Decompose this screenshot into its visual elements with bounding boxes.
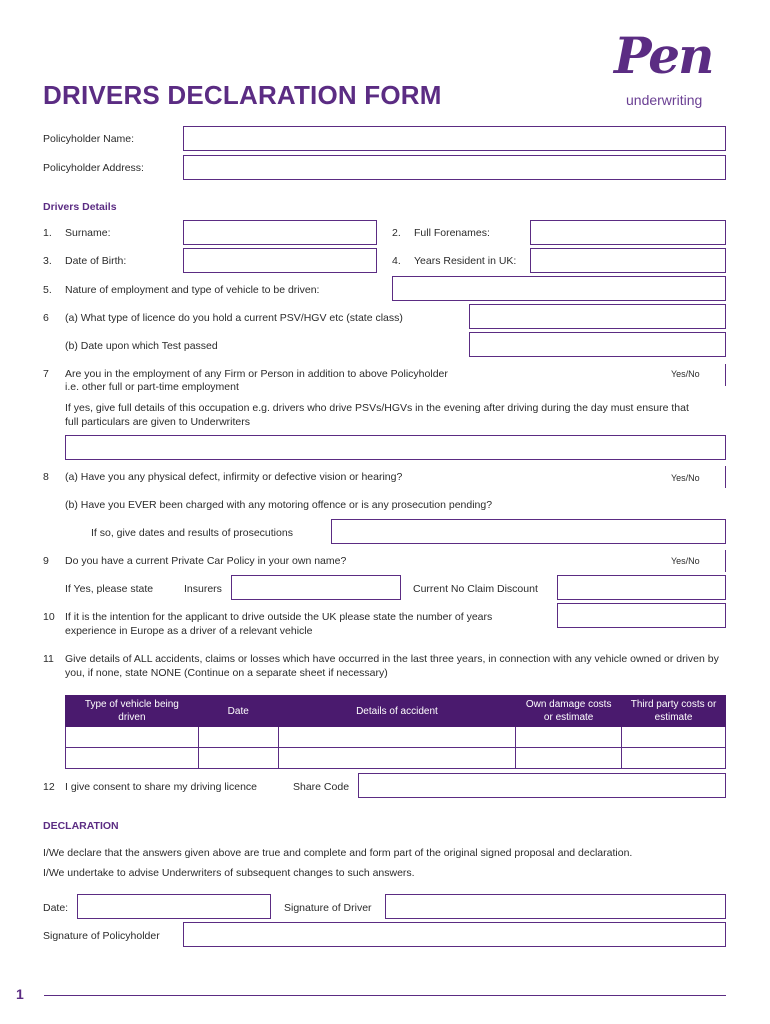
prosecution-details-field[interactable] — [331, 519, 726, 544]
table-header-date: Date — [198, 696, 278, 727]
q9-divider — [725, 550, 726, 572]
table-cell[interactable] — [66, 748, 199, 769]
licence-type-label: (a) What type of licence do you hold a current PSV/HGV etc (state class) — [65, 312, 403, 324]
years-resident-label: Years Resident in UK: — [414, 255, 517, 267]
other-employment-sublabel: i.e. other full or part-time employment — [65, 381, 239, 393]
declaration-heading: DECLARATION — [43, 820, 119, 832]
if-yes-label: If Yes, please state — [65, 583, 154, 595]
table-header-third-party: Third party costs or estimate — [622, 696, 726, 727]
pen-logo-subtitle: underwriting — [626, 92, 703, 108]
test-date-label: (b) Date upon which Test passed — [65, 340, 218, 352]
surname-label: Surname: — [65, 227, 111, 239]
insurers-field[interactable] — [231, 575, 401, 600]
drivers-details-heading: Drivers Details — [43, 201, 117, 213]
employment-field[interactable] — [392, 276, 726, 301]
no-claim-discount-label: Current No Claim Discount — [413, 583, 538, 595]
q6-number: 6 — [43, 312, 49, 324]
q9-number: 9 — [43, 555, 49, 567]
licence-consent-label: I give consent to share my driving licence — [65, 781, 258, 793]
table-cell[interactable] — [278, 727, 516, 748]
licence-type-field[interactable] — [469, 304, 726, 329]
table-cell[interactable] — [516, 748, 622, 769]
driver-signature-label: Signature of Driver — [284, 902, 372, 914]
table-cell[interactable] — [198, 748, 278, 769]
years-resident-field[interactable] — [530, 248, 726, 273]
table-cell[interactable] — [622, 748, 726, 769]
q4-number: 4. — [392, 255, 401, 267]
accidents-table — [65, 695, 726, 769]
europe-experience-label: If it is the intention for the applicant to drive outside the UK please state the number of years experience in Europe as a driver of a relevant vehicle — [65, 611, 493, 637]
form-title: DRIVERS DECLARATION FORM — [43, 80, 442, 110]
forenames-label: Full Forenames: — [414, 227, 490, 239]
driver-signature-field[interactable] — [385, 894, 726, 919]
pen-logo: Pen — [614, 26, 713, 85]
policyholder-name-label: Policyholder Name: — [43, 133, 135, 145]
q5-number: 5. — [43, 284, 52, 296]
table-row — [66, 727, 726, 748]
q9-yes-no[interactable]: Yes/No — [671, 556, 700, 566]
q3-number: 3. — [43, 255, 52, 267]
motoring-offence-label: (b) Have you EVER been charged with any motoring offence or is any prosecution pending? — [65, 499, 493, 511]
policyholder-signature-field[interactable] — [183, 922, 726, 947]
date-field[interactable] — [77, 894, 271, 919]
declaration-line-1: I/We declare that the answers given above are true and complete and form part of the original signed proposal and declaration. — [43, 847, 633, 859]
test-date-field[interactable] — [469, 332, 726, 357]
table-cell[interactable] — [278, 748, 516, 769]
policyholder-name-field[interactable] — [183, 126, 726, 151]
share-code-field[interactable] — [358, 773, 726, 798]
share-code-label: Share Code — [293, 781, 350, 793]
q11-number: 11 — [43, 653, 54, 665]
footer-rule — [44, 995, 726, 996]
q8-number: 8 — [43, 471, 49, 483]
q1-number: 1. — [43, 227, 52, 239]
declaration-line-2: I/We undertake to advise Underwriters of subsequent changes to such answers. — [43, 867, 415, 879]
table-cell[interactable] — [66, 727, 199, 748]
prosecution-details-label: If so, give dates and results of prosecutions — [91, 527, 293, 539]
policyholder-signature-label: Signature of Policyholder — [43, 930, 160, 942]
insurers-label: Insurers — [184, 583, 222, 595]
page-number: 1 — [16, 986, 24, 1002]
forenames-field[interactable] — [530, 220, 726, 245]
q10-number: 10 — [43, 611, 55, 623]
q2-number: 2. — [392, 227, 401, 239]
table-header-details: Details of accident — [278, 696, 516, 727]
table-cell[interactable] — [198, 727, 278, 748]
accidents-label: Give details of ALL accidents, claims or losses which have occurred in the last three years, in connection with any vehicle owned or driven by you, if none, state NONE (Continue on a separate sheet if necessary) — [65, 653, 719, 679]
q7-number: 7 — [43, 368, 49, 380]
q8-divider — [725, 466, 726, 488]
table-cell[interactable] — [622, 727, 726, 748]
other-employment-label: Are you in the employment of any Firm or Person in addition to above Policyholder — [65, 368, 448, 380]
physical-defect-label: (a) Have you any physical defect, infirmity or defective vision or hearing? — [65, 471, 403, 483]
q12-number: 12 — [43, 781, 55, 793]
other-employment-detail-field[interactable] — [65, 435, 726, 460]
q7-yes-no[interactable]: Yes/No — [671, 369, 700, 379]
policyholder-address-label: Policyholder Address: — [43, 162, 144, 174]
policyholder-address-field[interactable] — [183, 155, 726, 180]
table-header-own-damage: Own damage costs or estimate — [516, 696, 622, 727]
other-employment-detail-label: If yes, give full details of this occupation e.g. drivers who drive PSVs/HGVs in the evening after driving during the day must ensure that full particulars are given to Underwriters — [65, 402, 689, 428]
date-of-birth-label: Date of Birth: — [65, 255, 127, 267]
q8-yes-no[interactable]: Yes/No — [671, 473, 700, 483]
date-label: Date: — [43, 902, 69, 914]
date-of-birth-field[interactable] — [183, 248, 377, 273]
table-cell[interactable] — [516, 727, 622, 748]
q7-divider — [725, 364, 726, 386]
table-row — [66, 748, 726, 769]
surname-field[interactable] — [183, 220, 377, 245]
employment-label: Nature of employment and type of vehicle to be driven: — [65, 284, 320, 296]
europe-experience-field[interactable] — [557, 603, 726, 628]
no-claim-discount-field[interactable] — [557, 575, 726, 600]
table-header-vehicle-type: Type of vehicle being driven — [66, 696, 199, 727]
private-car-policy-label: Do you have a current Private Car Policy in your own name? — [65, 555, 347, 567]
